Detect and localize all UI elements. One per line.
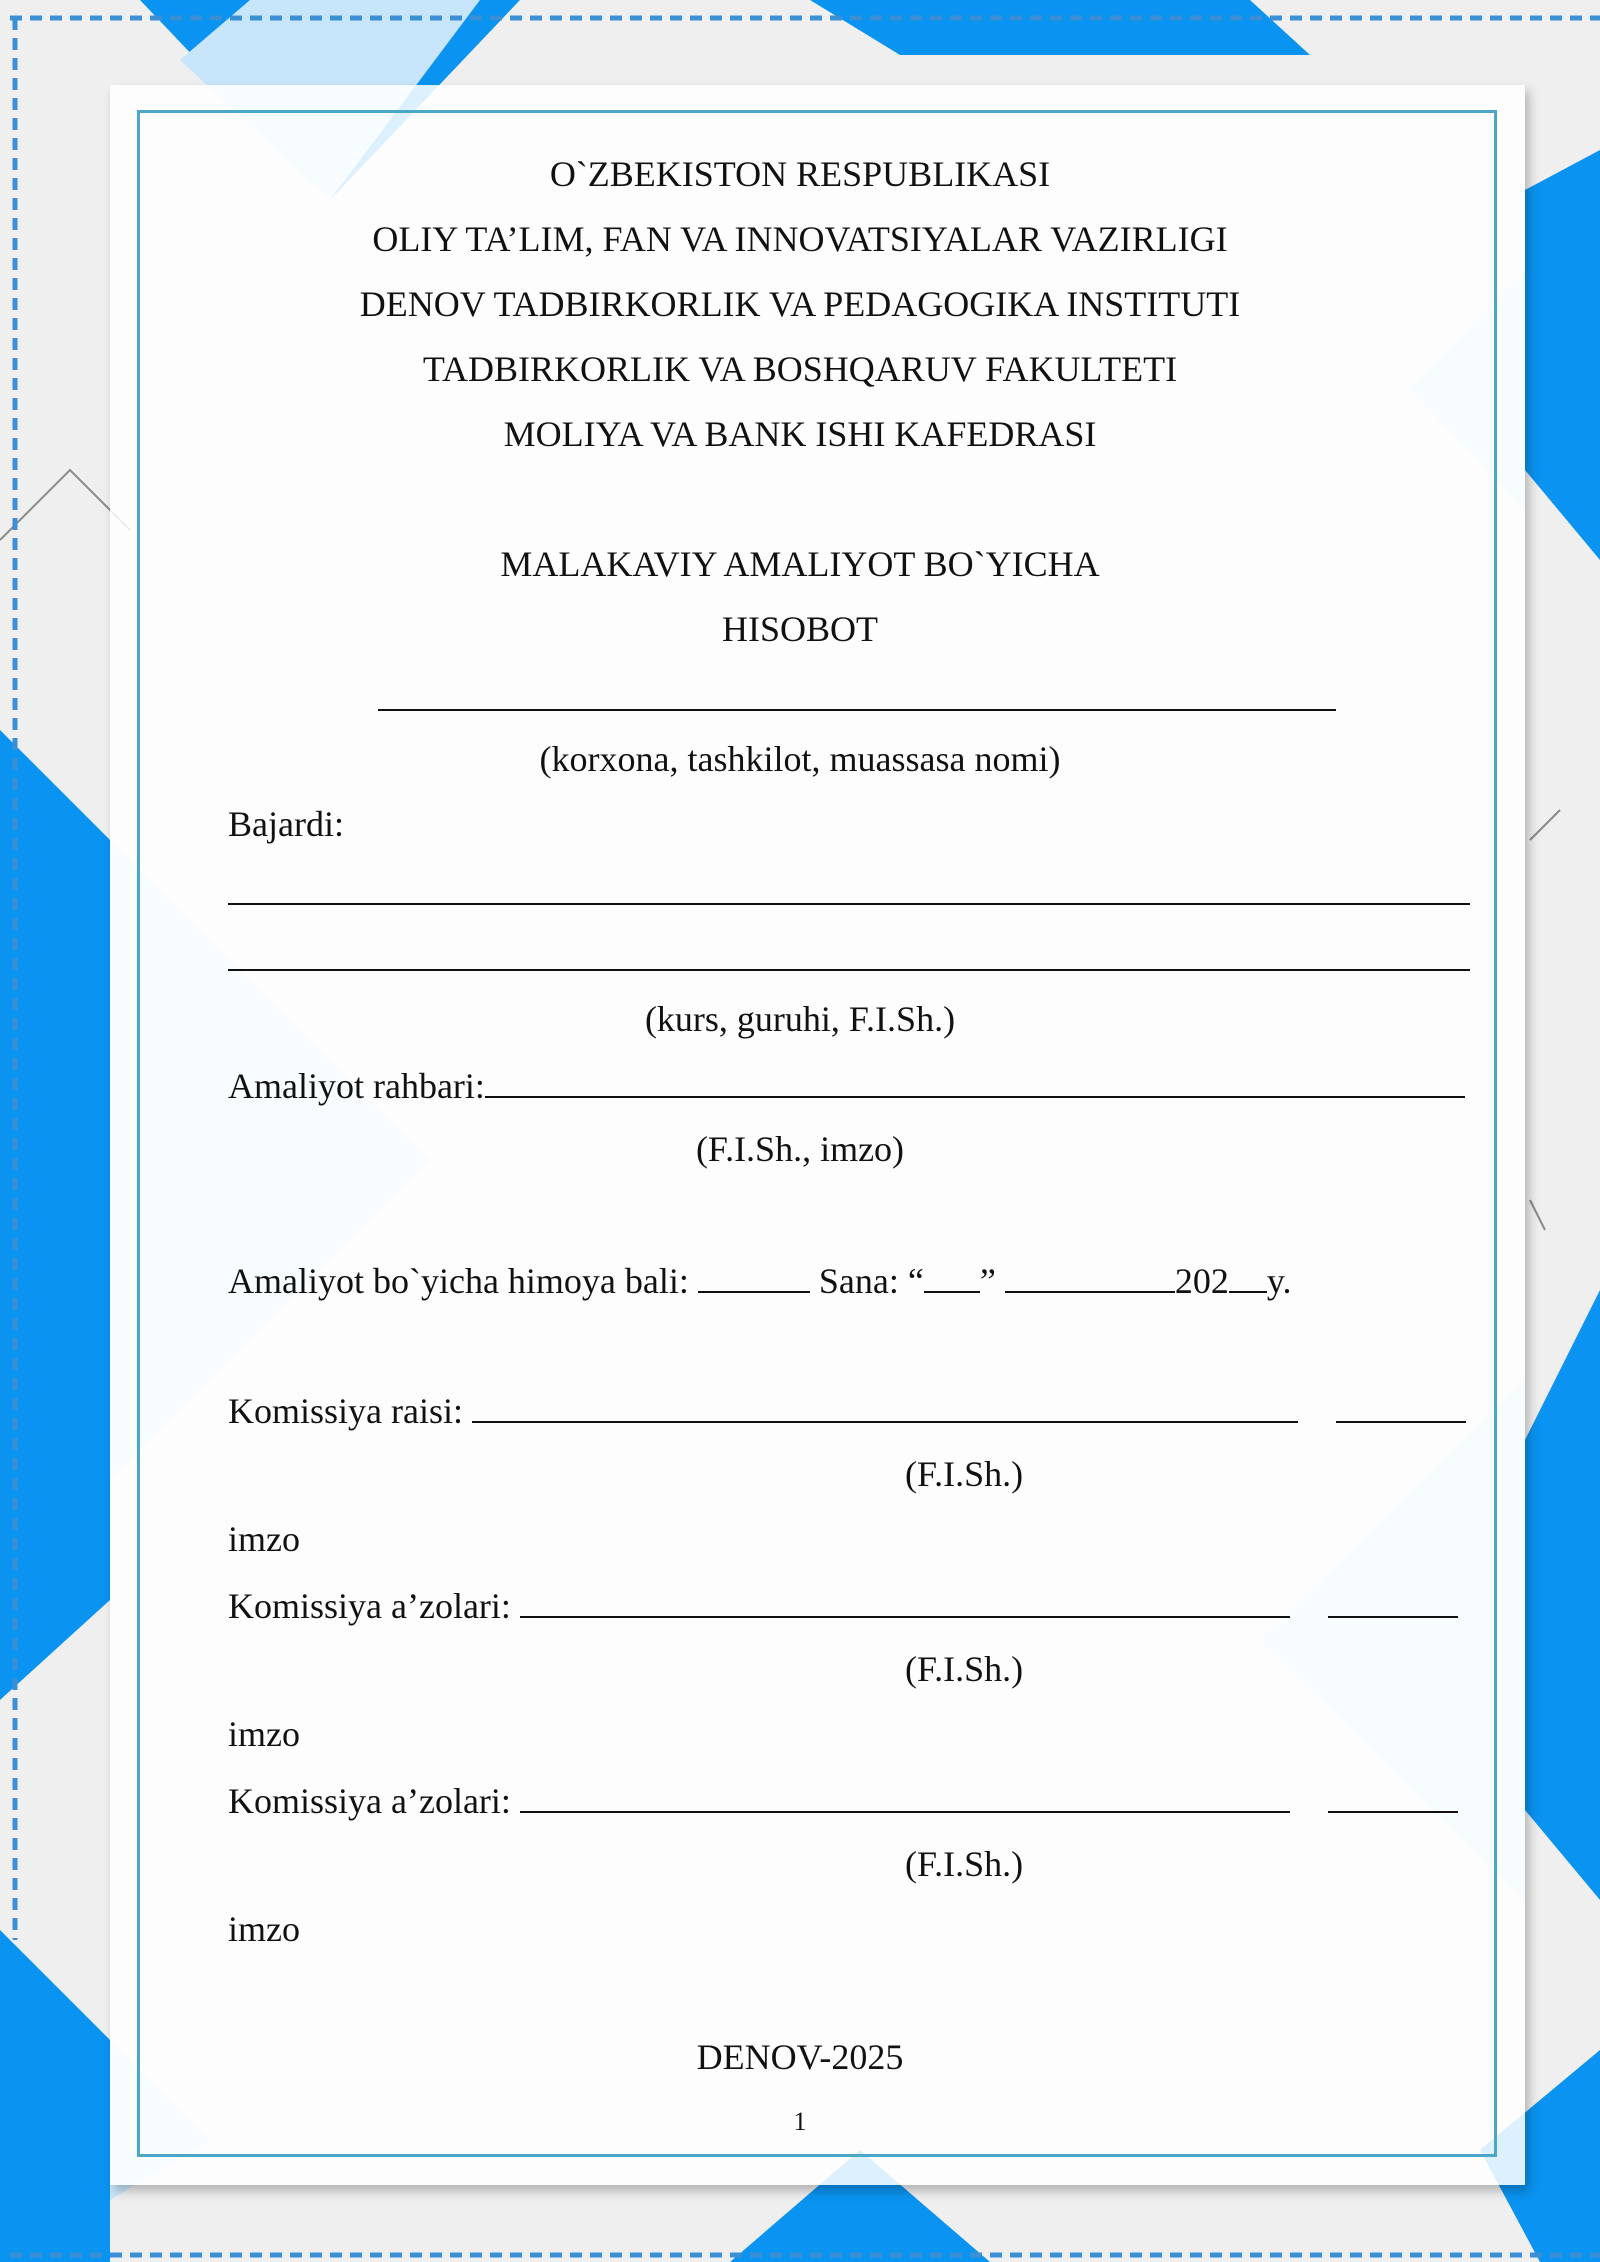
footer-city-year: DENOV-2025: [696, 2037, 904, 2077]
defense-date-label: Sana: “: [818, 1261, 924, 1301]
member2-signature-blank: [1328, 1777, 1458, 1813]
commission-chair-row: [228, 1387, 1466, 1433]
commission-member-label-2: Komissiya a’zolari:: [228, 1781, 511, 1821]
commission-chair-label: Komissiya raisi:: [228, 1391, 463, 1431]
performer-blank-line-2: [228, 969, 1470, 971]
performer-caption: (kurs, guruhi, F.I.Sh.): [644, 999, 956, 1039]
bg-band: [0, 730, 110, 1700]
chair-signature-caption: imzo: [228, 1519, 300, 1559]
header-ministry: OLIY TA’LIM, FAN VA INNOVATSIYALAR VAZIRLIGI: [372, 219, 1228, 259]
member2-signature-caption: imzo: [228, 1909, 300, 1949]
supervisor-caption: (F.I.Sh., imzo): [695, 1129, 905, 1169]
report-title-line2: HISOBOT: [721, 609, 878, 649]
supervisor-row: [228, 1062, 1465, 1108]
header-faculty: TADBIRKORLIK VA BOSHQARUV FAKULTETI: [422, 349, 1178, 389]
member1-name-caption: (F.I.Sh.): [905, 1649, 1024, 1689]
header-institute: DENOV TADBIRKORLIK VA PEDAGOGIKA INSTITUTI: [359, 284, 1241, 324]
report-title-line1: MALAKAVIY AMALIYOT BO`YICHA: [500, 544, 1100, 584]
chair-signature-blank: [1336, 1387, 1466, 1423]
organization-caption: (korxona, tashkilot, muassasa nomi): [539, 739, 1061, 779]
chair-name-caption: (F.I.Sh.): [905, 1454, 1024, 1494]
supervisor-blank: [485, 1062, 1465, 1098]
defense-row: [228, 1257, 1292, 1303]
date-month-blank: [1005, 1257, 1175, 1293]
commission-member-row-2: [228, 1777, 1458, 1823]
supervisor-label: Amaliyot rahbari:: [228, 1066, 485, 1106]
defense-score-label: Amaliyot bo`yicha himoya bali:: [228, 1261, 689, 1301]
commission-member-label-1: Komissiya a’zolari:: [228, 1586, 511, 1626]
date-year-suffix: y.: [1266, 1261, 1292, 1301]
date-day-blank: [924, 1257, 980, 1293]
commission-member-row-1: [228, 1582, 1458, 1628]
member2-name-blank: [520, 1777, 1290, 1813]
page-number: 1: [793, 2107, 807, 2136]
performer-label: Bajardi:: [228, 804, 344, 844]
header-republic: O`ZBEKISTON RESPUBLIKASI: [549, 154, 1051, 194]
organization-blank-line: [378, 709, 1336, 711]
performer-blank-line-1: [228, 903, 1470, 905]
date-year-prefix: 202: [1174, 1261, 1229, 1301]
defense-score-blank: [698, 1257, 810, 1293]
date-year-blank: [1229, 1257, 1267, 1293]
chair-name-blank: [472, 1387, 1298, 1423]
header-department: MOLIYA VA BANK ISHI KAFEDRASI: [503, 414, 1097, 454]
date-quote-close: ”: [979, 1261, 996, 1301]
member1-signature-blank: [1328, 1582, 1458, 1618]
member1-signature-caption: imzo: [228, 1714, 300, 1754]
member1-name-blank: [520, 1582, 1290, 1618]
member2-name-caption: (F.I.Sh.): [905, 1844, 1024, 1884]
